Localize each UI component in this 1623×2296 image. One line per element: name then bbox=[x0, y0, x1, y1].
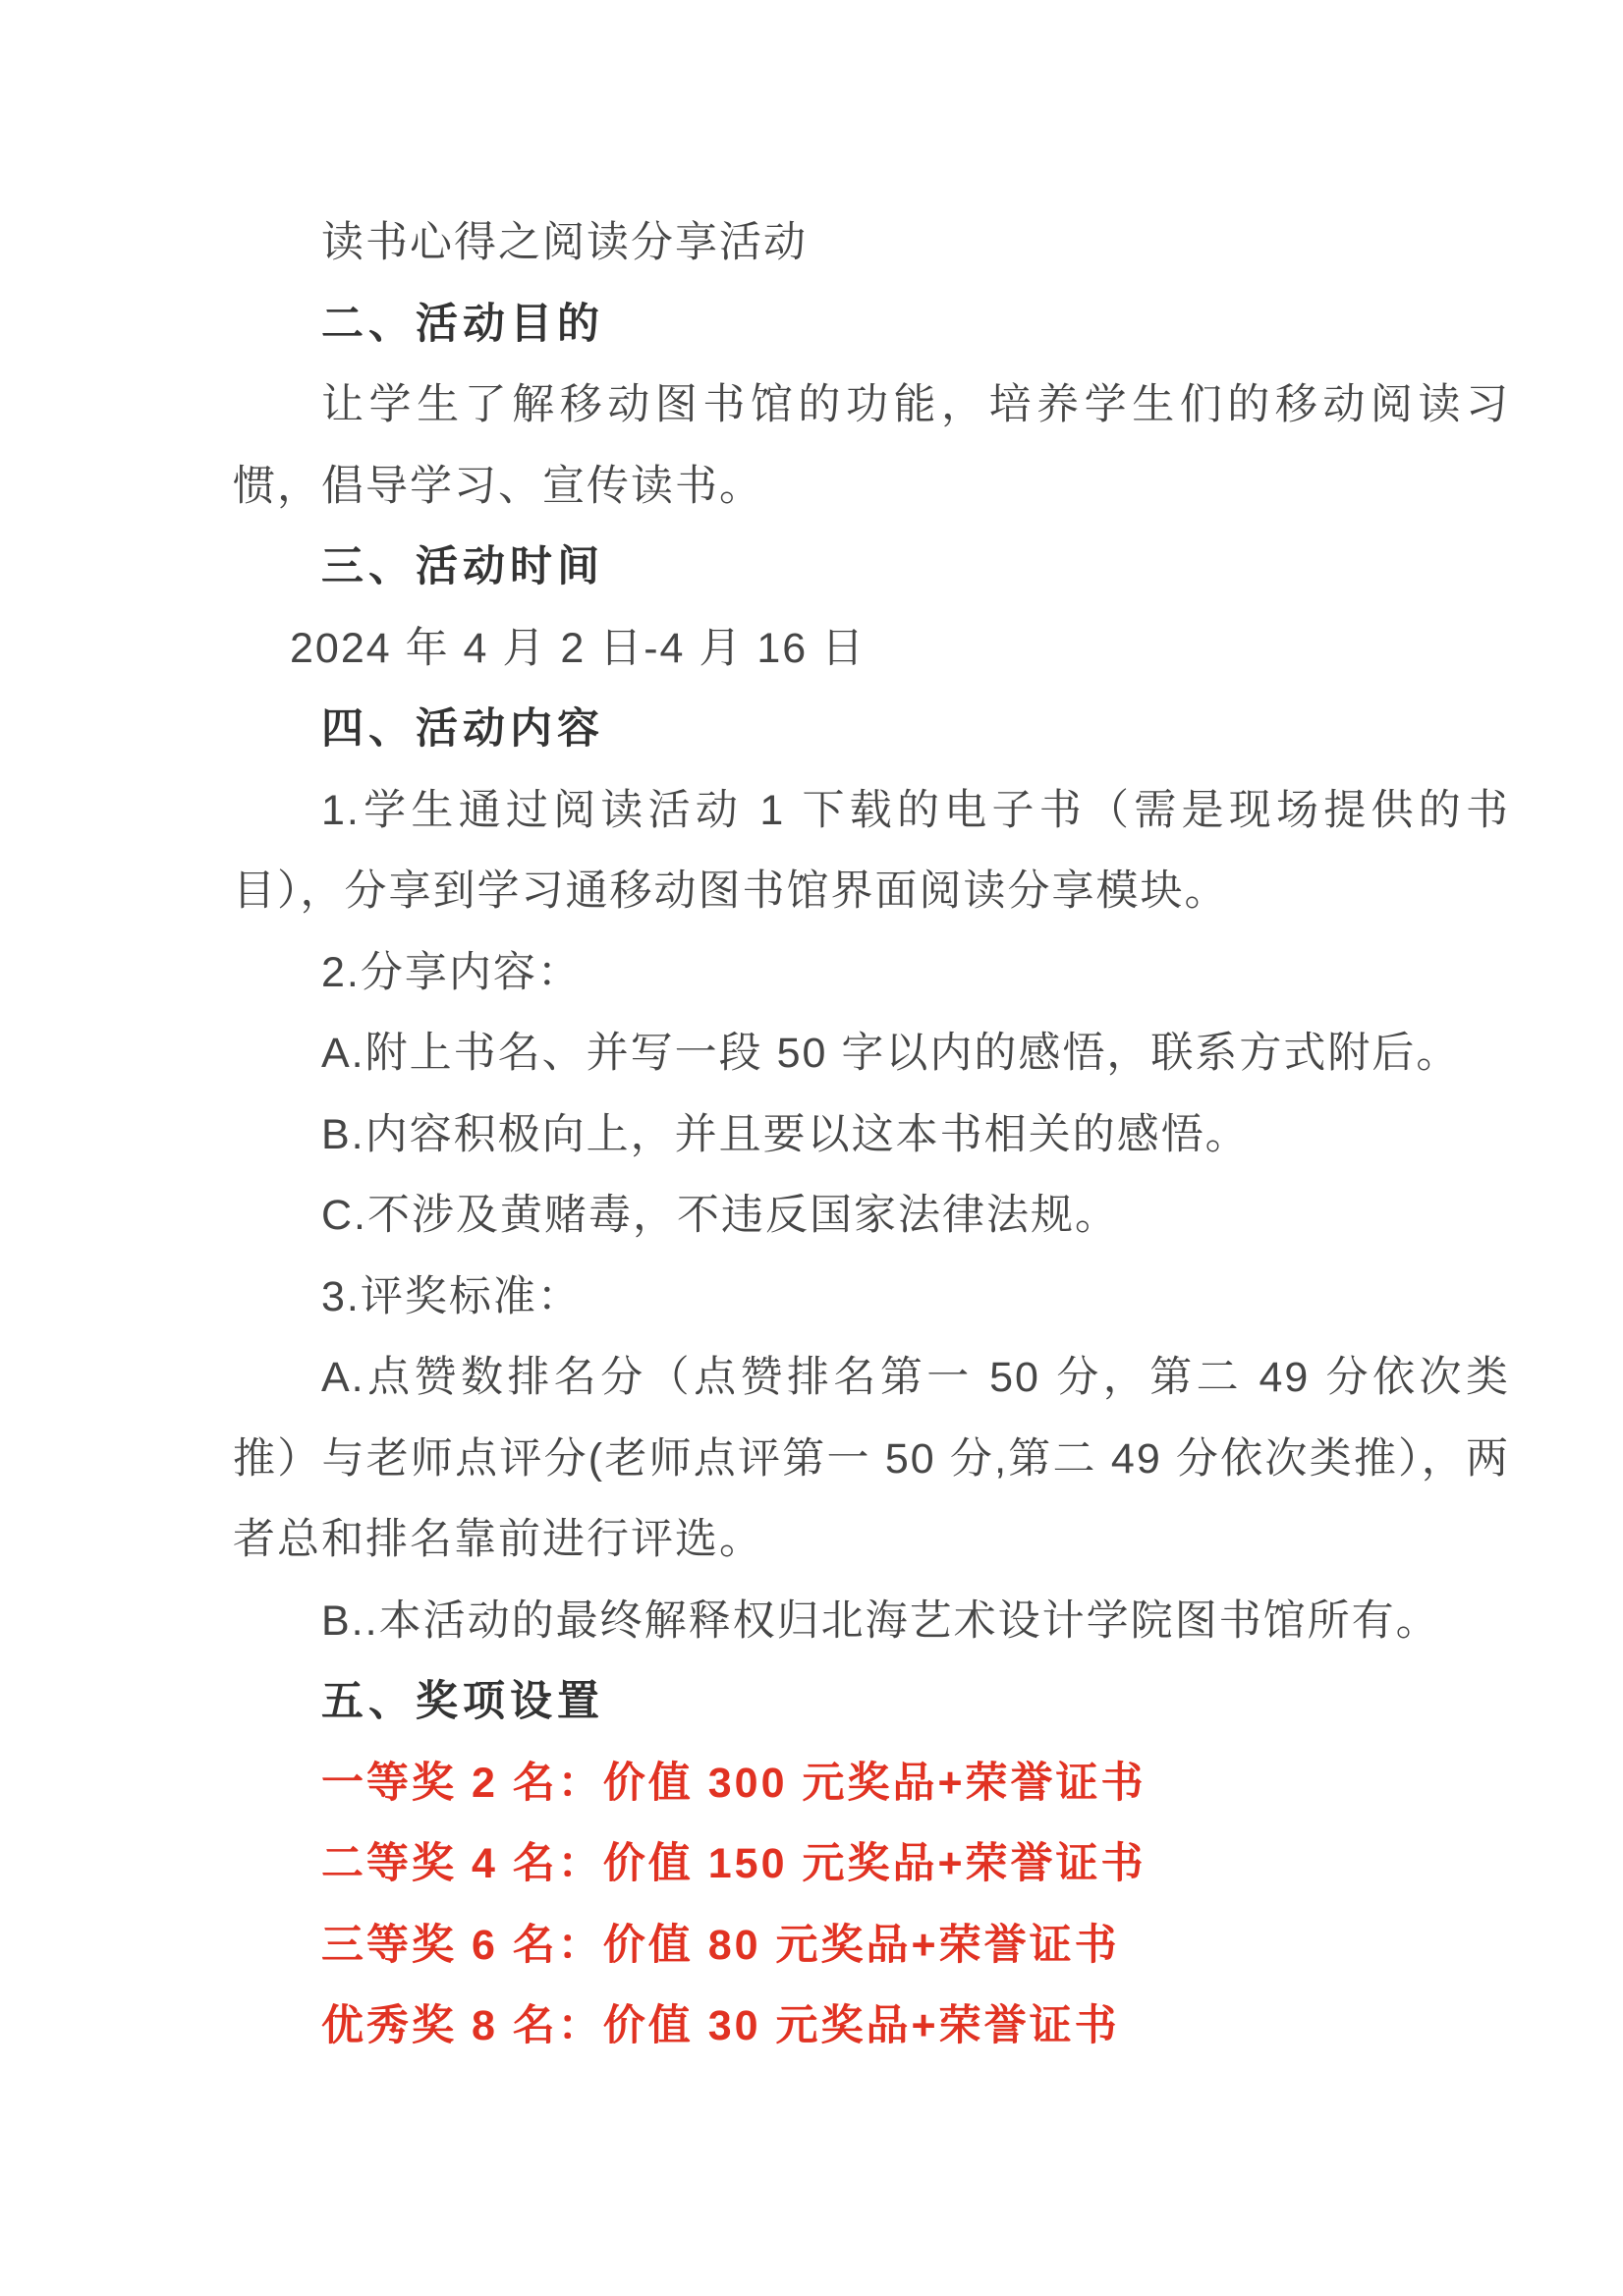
para-criteria-b: B..本活动的最终解释权归北海艺术设计学院图书馆所有。 bbox=[321, 1596, 1440, 1645]
heading-activity-time: 三、活动时间 bbox=[321, 543, 604, 590]
para-content-item-1: 1.学生通过阅读活动 1 下载的电子书（需是现场提供的书目），分享到学习通移动图书馆界面阅读分享模块。 bbox=[233, 786, 1510, 915]
para-criteria-a: A.点赞数排名分（点赞排名第一 50 分，第二 49 分依次类推）与老师点评分(老师点评第一 50 分,第二 49 分依次类推），两者总和排名靠前进行评选。 bbox=[233, 1354, 1510, 1563]
para-purpose-body: 让学生了解移动图书馆的功能，培养学生们的移动阅读习惯，倡导学习、宣传读书。 bbox=[233, 381, 1510, 510]
para-content-item-2: 2.分享内容： bbox=[321, 948, 582, 996]
prize-line-third: 三等奖 6 名：价值 80 元奖品+荣誉证书 bbox=[321, 1921, 1120, 1969]
heading-activity-purpose: 二、活动目的 bbox=[321, 300, 604, 348]
heading-prizes: 五、奖项设置 bbox=[321, 1678, 604, 1725]
para-content-item-2c: C.不涉及黄赌毒，不违反国家法律法规。 bbox=[321, 1192, 1119, 1239]
para-content-item-3: 3.评奖标准： bbox=[321, 1272, 582, 1320]
document-text-block bbox=[233, 202, 1510, 2067]
prize-line-excellence: 优秀奖 8 名：价值 30 元奖品+荣誉证书 bbox=[321, 2002, 1120, 2049]
para-content-item-2b: B.内容积极向上，并且要以这本书相关的感悟。 bbox=[321, 1110, 1250, 1158]
prize-line-first: 一等奖 2 名：价值 300 元奖品+荣誉证书 bbox=[321, 1759, 1147, 1807]
prize-line-second: 二等奖 4 名：价值 150 元奖品+荣誉证书 bbox=[321, 1840, 1147, 1887]
para-activity-title-line: 读书心得之阅读分享活动 bbox=[321, 219, 808, 266]
heading-activity-content: 四、活动内容 bbox=[321, 705, 604, 753]
para-activity-date: 2024 年 4 月 2 日-4 月 16 日 bbox=[290, 624, 867, 672]
para-content-item-2a: A.附上书名、并写一段 50 字以内的感悟，联系方式附后。 bbox=[321, 1030, 1461, 1077]
